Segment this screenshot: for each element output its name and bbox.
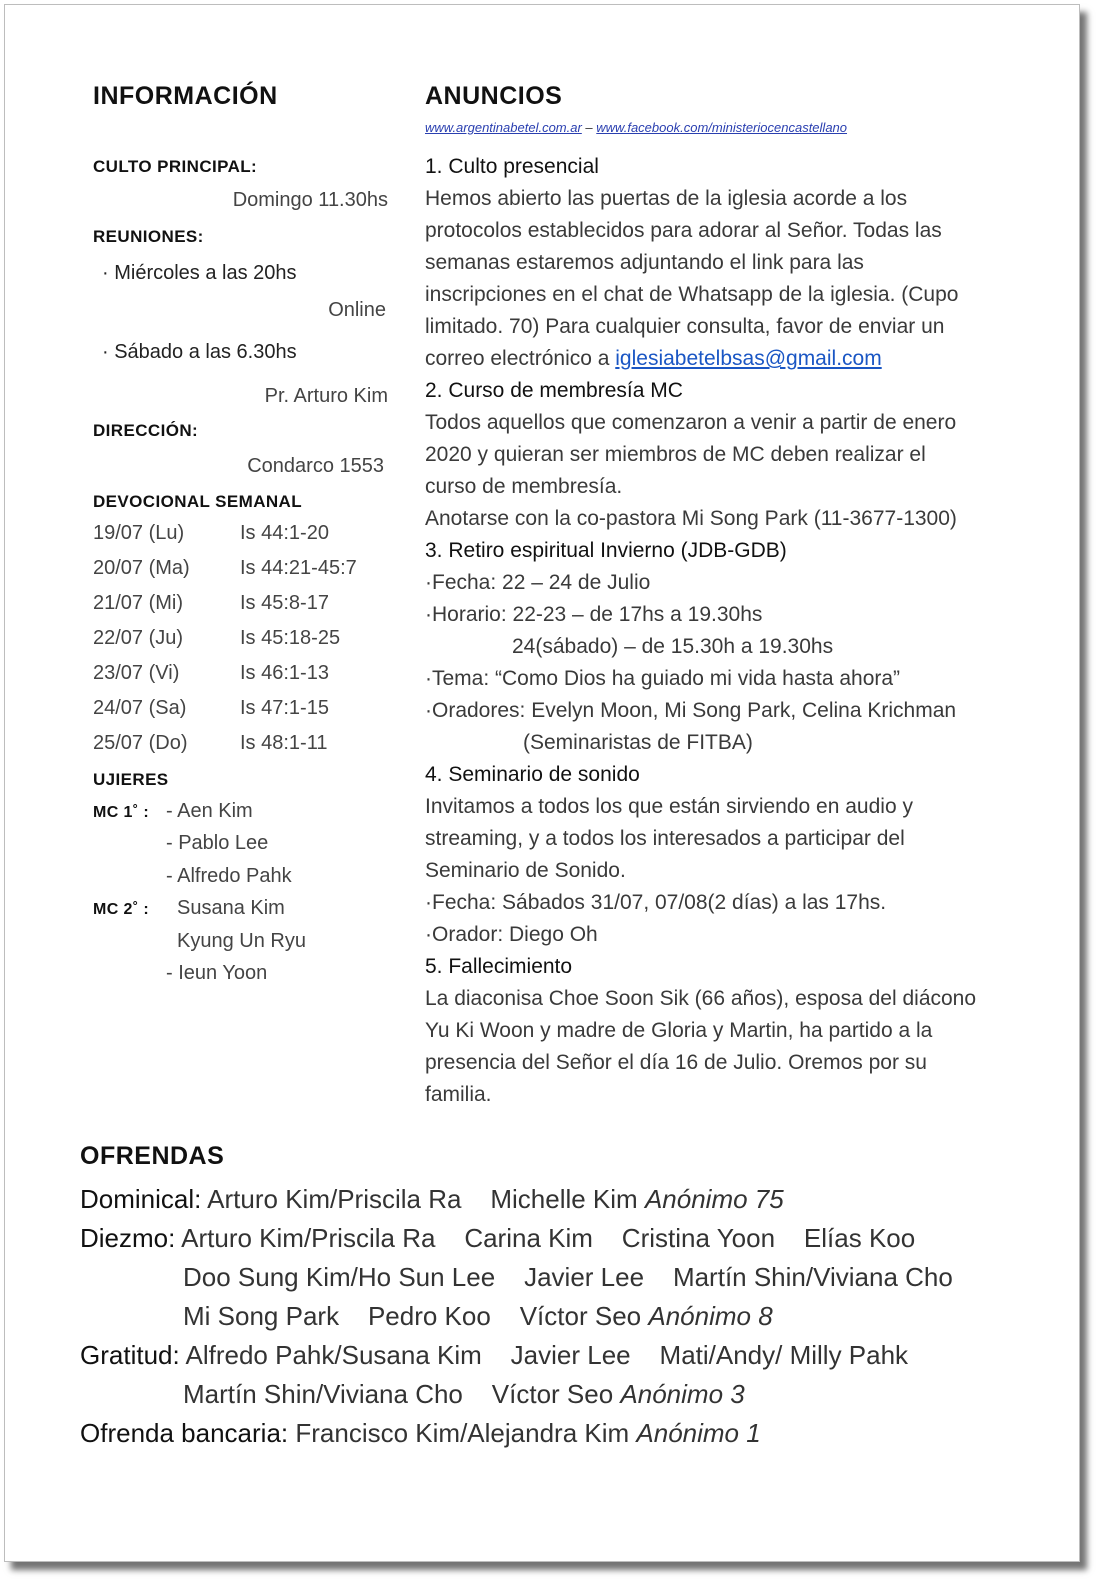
website-link[interactable]: www.argentinabetel.com.ar (425, 120, 582, 135)
mc1-usher: - Alfredo Pahk (166, 865, 292, 887)
mc2-usher: Susana Kim (177, 897, 285, 919)
ofrenda-bancaria (80, 1418, 761, 1449)
dominical-anon: Anónimo 75 (644, 1184, 784, 1214)
devocional-ref: Is 45:8-17 (240, 592, 329, 614)
reunion-2-leader: Pr. Arturo Kim (264, 385, 388, 407)
ann-urls (425, 119, 847, 137)
devocional-ref: Is 46:1-13 (240, 662, 329, 684)
email-prefix: correo electrónico a (425, 347, 616, 370)
section-3-text-2 (425, 663, 976, 727)
announcement-line: 2020 y quieran ser miembros de MC deben realizar el (425, 443, 926, 466)
mc1-label: MC 1˚ : (93, 804, 150, 821)
announcement-line: Anotarse con la co-pastora Mi Song Park (11-3677-1300) (425, 507, 957, 530)
bancaria-names: Francisco Kim/Alejandra Kim (295, 1418, 630, 1448)
facebook-link[interactable]: www.facebook.com/ministeriocencastellano (596, 120, 848, 135)
bancaria-anon: Anónimo 1 (636, 1418, 761, 1448)
gratitud-names: Alfredo Pahk/Susana Kim Javier Lee Mati/Andy/ Milly Pahk (185, 1340, 909, 1370)
section-3-schedule-2: 24(sábado) – de 15.30h a 19.30hs (512, 635, 834, 658)
reunion-1: · Miércoles a las 20hs (102, 262, 297, 284)
announcement-line: limitado. 70) Para cualquier consulta, favor de enviar un (425, 315, 945, 338)
section-1-text (425, 183, 976, 343)
devocional-ref: Is 45:18-25 (240, 627, 341, 649)
diezmo-line-3 (183, 1301, 773, 1332)
info-title: INFORMACIÓN (93, 82, 278, 110)
bancaria-label: Ofrenda bancaria: (80, 1418, 289, 1448)
announcement-line: protocolos establecidos para adorar al Señor. Todas las (425, 219, 942, 242)
direccion-value: Condarco 1553 (247, 455, 384, 477)
announcement-line: ·Horario: 22-23 – de 17hs a 19.30hs (425, 603, 763, 626)
culto-label: CULTO PRINCIPAL: (93, 157, 258, 176)
announcement-line: Yu Ki Woon y madre de Gloria y Martin, ha partido a la (425, 1019, 933, 1042)
reuniones-label: REUNIONES: (93, 227, 204, 246)
announcement-line: ·Oradores: Evelyn Moon, Mi Song Park, Celina Krichman (425, 699, 957, 722)
announcement-line: Hemos abierto las puertas de la iglesia acorde a los (425, 187, 908, 210)
devocional-date: 19/07 (Lu) (93, 522, 185, 544)
diezmo-anon: Anónimo 8 (648, 1301, 773, 1331)
gratitud-anon: Anónimo 3 (620, 1379, 745, 1409)
mc1-usher: - Aen Kim (166, 800, 253, 822)
devocional-ref: Is 44:1-20 (240, 522, 329, 544)
culto-time: Domingo 11.30hs (232, 189, 388, 211)
section-3-text (425, 567, 976, 631)
diezmo-names-2: Doo Sung Kim/Ho Sun Lee Javier Lee Martín Shin/Viviana Cho (183, 1262, 953, 1292)
gratitud-names-2: Martín Shin/Viviana Cho Víctor Seo (183, 1379, 614, 1409)
gratitud-label: Gratitud: (80, 1340, 180, 1370)
announcement-line: ·Tema: “Como Dios ha guiado mi vida hasta ahora” (425, 667, 901, 690)
announcement-line: ·Fecha: 22 – 24 de Julio (425, 571, 651, 594)
section-4-title: 4. Seminario de sonido (425, 763, 640, 786)
mc2-label: MC 2˚ : (93, 901, 150, 918)
announcement-line: semanas estaremos adjuntando el link para las (425, 251, 864, 274)
url-separator: – (581, 120, 597, 135)
diezmo-label: Diezmo: (80, 1223, 176, 1253)
devocional-date: 23/07 (Vi) (93, 662, 180, 684)
section-2-title: 2. Curso de membresía MC (425, 379, 683, 402)
announcement-line: curso de membresía. (425, 475, 623, 498)
devocional-date: 24/07 (Sa) (93, 697, 187, 719)
dominical-label: Dominical: (80, 1184, 202, 1214)
announcement-line: Seminario de Sonido. (425, 859, 626, 882)
section-4-text (425, 791, 976, 951)
ofrenda-gratitud (80, 1340, 908, 1371)
section-5-title: 5. Fallecimiento (425, 955, 573, 978)
diezmo-names: Arturo Kim/Priscila Ra Carina Kim Cristina Yoon Elías Koo (181, 1223, 916, 1253)
diezmo-names-3: Mi Song Park Pedro Koo Víctor Seo (183, 1301, 642, 1331)
devocional-date: 21/07 (Mi) (93, 592, 184, 614)
devocional-ref: Is 44:21-45:7 (240, 557, 357, 579)
email-link[interactable]: iglesiabetelbsas@gmail.com (615, 347, 882, 370)
announcement-line: presencia del Señor el día 16 de Julio. Oremos por su (425, 1051, 927, 1074)
announcement-line: familia. (425, 1083, 492, 1106)
announcement-line: inscripciones en el chat de Whatsapp de la iglesia. (Cupo (425, 283, 959, 306)
mc2-usher: - Ieun Yoon (166, 962, 268, 984)
mc2-usher: Kyung Un Ryu (177, 930, 306, 952)
mc1-usher: - Pablo Lee (166, 832, 269, 854)
devocional-ref: Is 48:1-11 (240, 732, 328, 754)
devocional-date: 25/07 (Do) (93, 732, 188, 754)
announcement-line: Invitamos a todos los que están sirviendo en audio y (425, 795, 913, 818)
reunion-2: · Sábado a las 6.30hs (102, 341, 297, 363)
section-3-speakers-note: (Seminaristas de FITBA) (523, 731, 753, 754)
dominical-names: Arturo Kim/Priscila Ra Michelle Kim (207, 1184, 638, 1214)
section-1-title: 1. Culto presencial (425, 155, 599, 178)
announcement-line: La diaconisa Choe Soon Sik (66 años), esposa del diácono (425, 987, 977, 1010)
announcement-line: ·Fecha: Sábados 31/07, 07/08(2 días) a las 17hs. (425, 891, 887, 914)
direccion-label: DIRECCIÓN: (93, 421, 199, 440)
ann-body (425, 151, 976, 1111)
announcement-line: streaming, y a todos los interesados a participar del (425, 827, 905, 850)
reunion-1-mode: Online (328, 299, 386, 321)
ofrenda-diezmo (80, 1223, 915, 1254)
devocional-label: DEVOCIONAL SEMANAL (93, 492, 303, 511)
announcement-line: ·Orador: Diego Oh (425, 923, 598, 946)
section-1-email-line (425, 343, 976, 375)
ofrenda-dominical (80, 1184, 784, 1215)
gratitud-line-2 (183, 1379, 745, 1410)
section-5-text (425, 983, 976, 1111)
ann-title: ANUNCIOS (425, 82, 563, 110)
devocional-date: 22/07 (Ju) (93, 627, 184, 649)
ujieres-label: UJIERES (93, 770, 169, 789)
ofrendas-title: OFRENDAS (80, 1142, 225, 1170)
section-3-title: 3. Retiro espiritual Invierno (JDB-GDB) (425, 539, 787, 562)
section-2-text (425, 407, 976, 535)
devocional-date: 20/07 (Ma) (93, 557, 190, 579)
devocional-ref: Is 47:1-15 (240, 697, 329, 719)
announcement-line: Todos aquellos que comenzaron a venir a partir de enero (425, 411, 957, 434)
